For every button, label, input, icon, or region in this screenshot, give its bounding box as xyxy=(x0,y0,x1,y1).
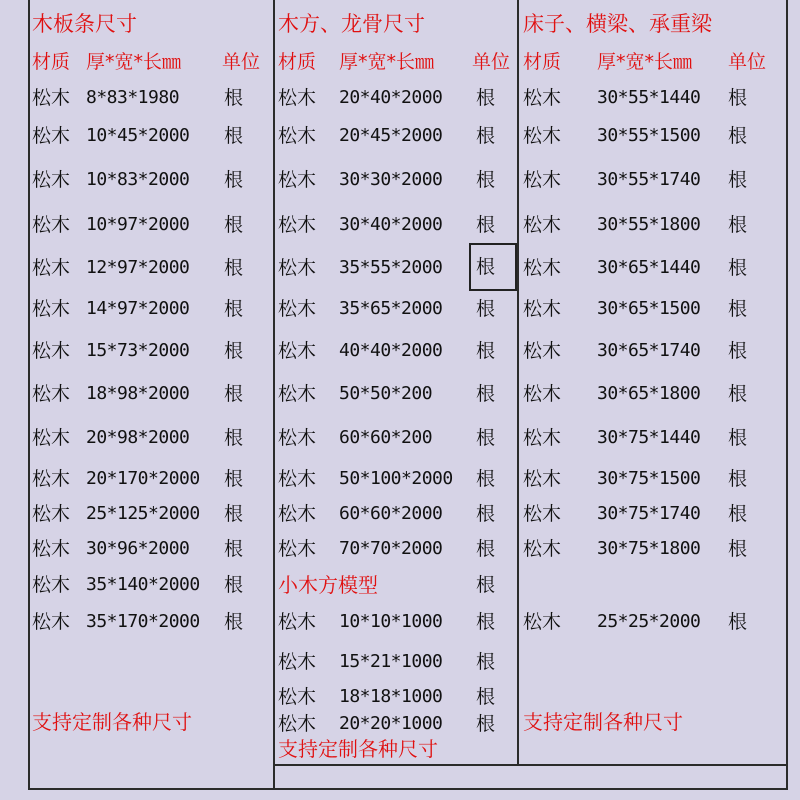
size-cell: 25*25*2000 xyxy=(597,611,701,632)
size-cell: 60*60*2000 xyxy=(339,503,443,524)
material-cell: 松木 xyxy=(523,383,562,405)
column-title: 木方、龙骨尺寸 xyxy=(278,12,425,36)
unit-cell: 根 xyxy=(224,257,244,279)
unit-cell: 根 xyxy=(224,468,244,490)
unit-cell: 根 xyxy=(224,214,244,236)
material-cell: 松木 xyxy=(523,125,562,147)
header-material: 材质 xyxy=(523,51,562,73)
unit-cell: 根 xyxy=(476,87,496,109)
size-cell: 10*83*2000 xyxy=(86,169,190,190)
unit-cell: 根 xyxy=(476,214,496,236)
unit-cell: 根 xyxy=(476,169,496,191)
material-cell: 松木 xyxy=(278,214,317,236)
size-cell: 20*45*2000 xyxy=(339,125,443,146)
material-cell: 松木 xyxy=(32,538,71,560)
column-title: 床子、横梁、承重梁 xyxy=(523,12,712,36)
material-cell: 松木 xyxy=(278,383,317,405)
size-cell: 30*75*1500 xyxy=(597,468,701,489)
custom-size-note: 支持定制各种尺寸 xyxy=(523,710,683,734)
size-cell: 15*73*2000 xyxy=(86,340,190,361)
unit-cell: 根 xyxy=(476,427,496,449)
size-cell: 30*55*1740 xyxy=(597,169,701,190)
size-cell: 18*98*2000 xyxy=(86,383,190,404)
material-cell: 松木 xyxy=(523,468,562,490)
material-cell: 松木 xyxy=(278,538,317,560)
unit-cell: 根 xyxy=(728,383,748,405)
size-cell: 35*65*2000 xyxy=(339,298,443,319)
size-cell: 30*65*1440 xyxy=(597,257,701,278)
unit-cell: 根 xyxy=(476,651,496,673)
material-cell: 松木 xyxy=(32,468,71,490)
unit-cell: 根 xyxy=(224,427,244,449)
material-cell: 松木 xyxy=(523,538,562,560)
subsection-unit: 根 xyxy=(476,574,496,596)
unit-cell: 根 xyxy=(476,340,496,362)
unit-cell: 根 xyxy=(224,574,244,596)
size-cell: 10*97*2000 xyxy=(86,214,190,235)
size-cell: 35*55*2000 xyxy=(339,257,443,278)
unit-cell: 根 xyxy=(728,298,748,320)
material-cell: 松木 xyxy=(278,87,317,109)
material-cell: 松木 xyxy=(32,257,71,279)
unit-cell: 根 xyxy=(476,503,496,525)
size-cell: 30*55*1440 xyxy=(597,87,701,108)
unit-cell: 根 xyxy=(728,468,748,490)
material-cell: 松木 xyxy=(32,125,71,147)
unit-cell: 根 xyxy=(471,245,515,289)
size-cell: 40*40*2000 xyxy=(339,340,443,361)
header-unit: 单位 xyxy=(222,51,261,73)
material-cell: 松木 xyxy=(32,169,71,191)
material-cell: 松木 xyxy=(278,169,317,191)
material-cell: 松木 xyxy=(278,503,317,525)
unit-cell: 根 xyxy=(476,611,496,633)
material-cell: 松木 xyxy=(523,87,562,109)
header-size: 厚*宽*长㎜ xyxy=(597,51,693,73)
material-cell: 松木 xyxy=(523,214,562,236)
size-cell: 30*55*1800 xyxy=(597,214,701,235)
bottom-rule-lower xyxy=(28,788,788,790)
unit-cell: 根 xyxy=(224,538,244,560)
unit-cell: 根 xyxy=(728,87,748,109)
unit-cell: 根 xyxy=(224,125,244,147)
unit-cell: 根 xyxy=(476,125,496,147)
unit-cell: 根 xyxy=(224,298,244,320)
size-cell: 30*55*1500 xyxy=(597,125,701,146)
material-cell: 松木 xyxy=(278,125,317,147)
header-material: 材质 xyxy=(32,51,71,73)
material-cell: 松木 xyxy=(32,383,71,405)
unit-cell: 根 xyxy=(476,468,496,490)
size-cell: 70*70*2000 xyxy=(339,538,443,559)
column-title: 木板条尺寸 xyxy=(32,12,137,36)
unit-cell: 根 xyxy=(728,538,748,560)
material-cell: 松木 xyxy=(32,340,71,362)
header-material: 材质 xyxy=(278,51,317,73)
material-cell: 松木 xyxy=(523,503,562,525)
unit-cell: 根 xyxy=(476,298,496,320)
unit-cell: 根 xyxy=(728,214,748,236)
material-cell: 松木 xyxy=(278,257,317,279)
material-cell: 松木 xyxy=(523,427,562,449)
size-cell: 30*96*2000 xyxy=(86,538,190,559)
size-cell: 30*75*1800 xyxy=(597,538,701,559)
size-cell: 20*20*1000 xyxy=(339,713,443,734)
material-cell: 松木 xyxy=(523,298,562,320)
size-cell: 15*21*1000 xyxy=(339,651,443,672)
material-cell: 松木 xyxy=(32,503,71,525)
material-cell: 松木 xyxy=(278,611,317,633)
custom-size-note: 支持定制各种尺寸 xyxy=(32,710,192,734)
unit-cell: 根 xyxy=(728,125,748,147)
subsection-title: 小木方模型 xyxy=(278,573,378,597)
column-divider-right xyxy=(786,0,788,790)
size-cell: 30*75*1740 xyxy=(597,503,701,524)
material-cell: 松木 xyxy=(278,686,317,708)
size-cell: 30*65*1740 xyxy=(597,340,701,361)
size-cell: 10*45*2000 xyxy=(86,125,190,146)
unit-cell: 根 xyxy=(224,169,244,191)
unit-cell: 根 xyxy=(224,503,244,525)
size-cell: 20*40*2000 xyxy=(339,87,443,108)
size-cell: 50*50*200 xyxy=(339,383,433,404)
unit-cell: 根 xyxy=(476,538,496,560)
size-cell: 60*60*200 xyxy=(339,427,433,448)
unit-cell: 根 xyxy=(728,427,748,449)
material-cell: 松木 xyxy=(523,169,562,191)
header-unit: 单位 xyxy=(728,51,767,73)
material-cell: 松木 xyxy=(278,713,317,735)
material-cell: 松木 xyxy=(32,574,71,596)
material-cell: 松木 xyxy=(32,214,71,236)
size-cell: 12*97*2000 xyxy=(86,257,190,278)
size-cell: 30*30*2000 xyxy=(339,169,443,190)
material-cell: 松木 xyxy=(523,257,562,279)
column-divider-left xyxy=(28,0,30,790)
material-cell: 松木 xyxy=(278,651,317,673)
unit-cell: 根 xyxy=(476,686,496,708)
size-cell: 14*97*2000 xyxy=(86,298,190,319)
bottom-rule-upper xyxy=(273,764,788,766)
unit-cell: 根 xyxy=(224,383,244,405)
size-cell: 25*125*2000 xyxy=(86,503,200,524)
size-cell: 30*40*2000 xyxy=(339,214,443,235)
custom-size-note: 支持定制各种尺寸 xyxy=(278,737,438,761)
material-cell: 松木 xyxy=(32,427,71,449)
size-cell: 8*83*1980 xyxy=(86,87,180,108)
size-cell: 30*65*1800 xyxy=(597,383,701,404)
size-cell: 35*140*2000 xyxy=(86,574,200,595)
size-cell: 18*18*1000 xyxy=(339,686,443,707)
material-cell: 松木 xyxy=(32,87,71,109)
size-cell: 20*170*2000 xyxy=(86,468,200,489)
unit-cell: 根 xyxy=(224,340,244,362)
material-cell: 松木 xyxy=(523,611,562,633)
material-cell: 松木 xyxy=(278,427,317,449)
unit-cell: 根 xyxy=(224,87,244,109)
material-cell: 松木 xyxy=(32,298,71,320)
unit-cell: 根 xyxy=(224,611,244,633)
size-cell: 30*65*1500 xyxy=(597,298,701,319)
column-divider-1 xyxy=(273,0,275,790)
unit-cell: 根 xyxy=(728,503,748,525)
unit-cell: 根 xyxy=(728,169,748,191)
size-cell: 30*75*1440 xyxy=(597,427,701,448)
material-cell: 松木 xyxy=(278,298,317,320)
material-cell: 松木 xyxy=(523,340,562,362)
size-cell: 10*10*1000 xyxy=(339,611,443,632)
column-divider-2 xyxy=(517,0,519,765)
unit-cell: 根 xyxy=(728,611,748,633)
header-unit: 单位 xyxy=(472,51,511,73)
header-size: 厚*宽*长㎜ xyxy=(339,51,435,73)
header-size: 厚*宽*长㎜ xyxy=(86,51,182,73)
unit-cell: 根 xyxy=(728,257,748,279)
size-cell: 35*170*2000 xyxy=(86,611,200,632)
material-cell: 松木 xyxy=(278,468,317,490)
size-cell: 20*98*2000 xyxy=(86,427,190,448)
size-cell: 50*100*2000 xyxy=(339,468,453,489)
unit-cell: 根 xyxy=(728,340,748,362)
unit-cell: 根 xyxy=(476,383,496,405)
material-cell: 松木 xyxy=(32,611,71,633)
unit-cell: 根 xyxy=(476,713,496,735)
material-cell: 松木 xyxy=(278,340,317,362)
